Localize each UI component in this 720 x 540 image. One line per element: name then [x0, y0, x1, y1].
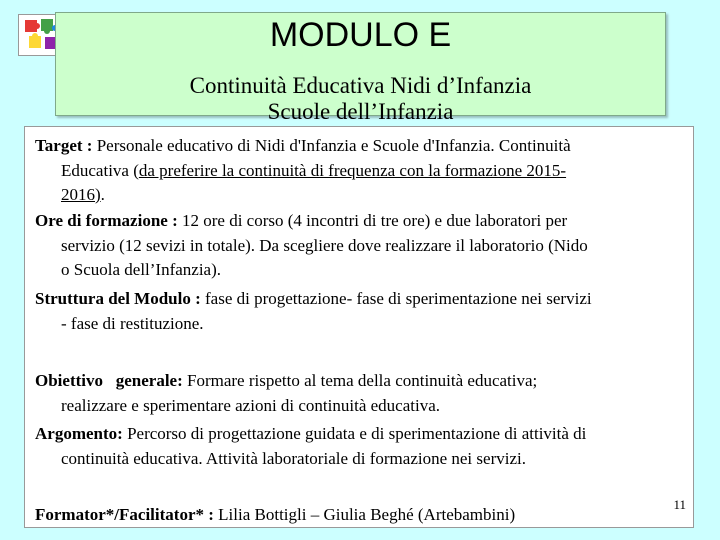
ore-line-3: o Scuola dell’Infanzia).	[61, 260, 222, 279]
content-box	[24, 126, 694, 528]
ore-label: Ore di formazione :	[35, 211, 178, 230]
ore-paragraph	[35, 209, 683, 283]
formatori-value: Lilia Bottigli – Giulia Beghé (Artebambini)	[213, 505, 516, 524]
argomento-line-2: continuità educativa. Attività laboratoriale di formazione nei servizi.	[61, 448, 526, 468]
struttura-line-1: fase di progettazione- fase di sperimentazione nei servizi	[200, 289, 592, 308]
argomento-label: Argomento:	[35, 424, 123, 443]
title-box	[55, 12, 666, 124]
page-subtitle	[56, 73, 665, 125]
page-title: MODULO E	[269, 16, 452, 54]
target-line-3-underlined: 2016)	[61, 185, 101, 204]
ore-line-1: 12 ore di corso (4 incontri di tre ore) e due laboratori per	[177, 211, 568, 230]
obiettivo-line-1: Formare rispetto al tema della continuità educativa;	[182, 371, 538, 390]
struttura-paragraph	[35, 287, 683, 336]
subtitle-line-1: Continuità Educativa Nidi d’Infanzia	[189, 73, 532, 98]
ore-line-2: servizio (12 sevizi in totale). Da scegliere dove realizzare il laboratorio (Nido	[61, 235, 588, 255]
target-label: Target :	[35, 136, 93, 155]
struttura-line-2: - fase di restituzione.	[61, 313, 204, 333]
page-number: 11	[673, 497, 686, 512]
argomento-line-1: Percorso di progettazione guidata e di sperimentazione di attività di	[122, 424, 587, 443]
argomento-paragraph	[35, 422, 683, 471]
struttura-label: Struttura del Modulo :	[35, 289, 201, 308]
target-paragraph	[35, 134, 683, 208]
formatori-label: Formator*/Facilitator* :	[35, 505, 214, 524]
formatori-paragraph	[35, 503, 683, 528]
target-line-1: Personale educativo di Nidi d'Infanzia e Scuole d'Infanzia. Continuità	[92, 136, 571, 155]
obiettivo-label: Obiettivo generale:	[35, 371, 183, 390]
target-line-2-underlined: da preferire la continuità di frequenza con la formazione 2015-	[138, 160, 567, 180]
target-line-3-plain: .	[100, 185, 105, 204]
obiettivo-paragraph	[35, 369, 683, 418]
subtitle-line-2: Scuole dell’Infanzia	[267, 99, 454, 124]
target-line-2-plain: Educativa (	[61, 160, 139, 180]
obiettivo-line-2: realizzare e sperimentare azioni di continuità educativa.	[61, 395, 440, 415]
